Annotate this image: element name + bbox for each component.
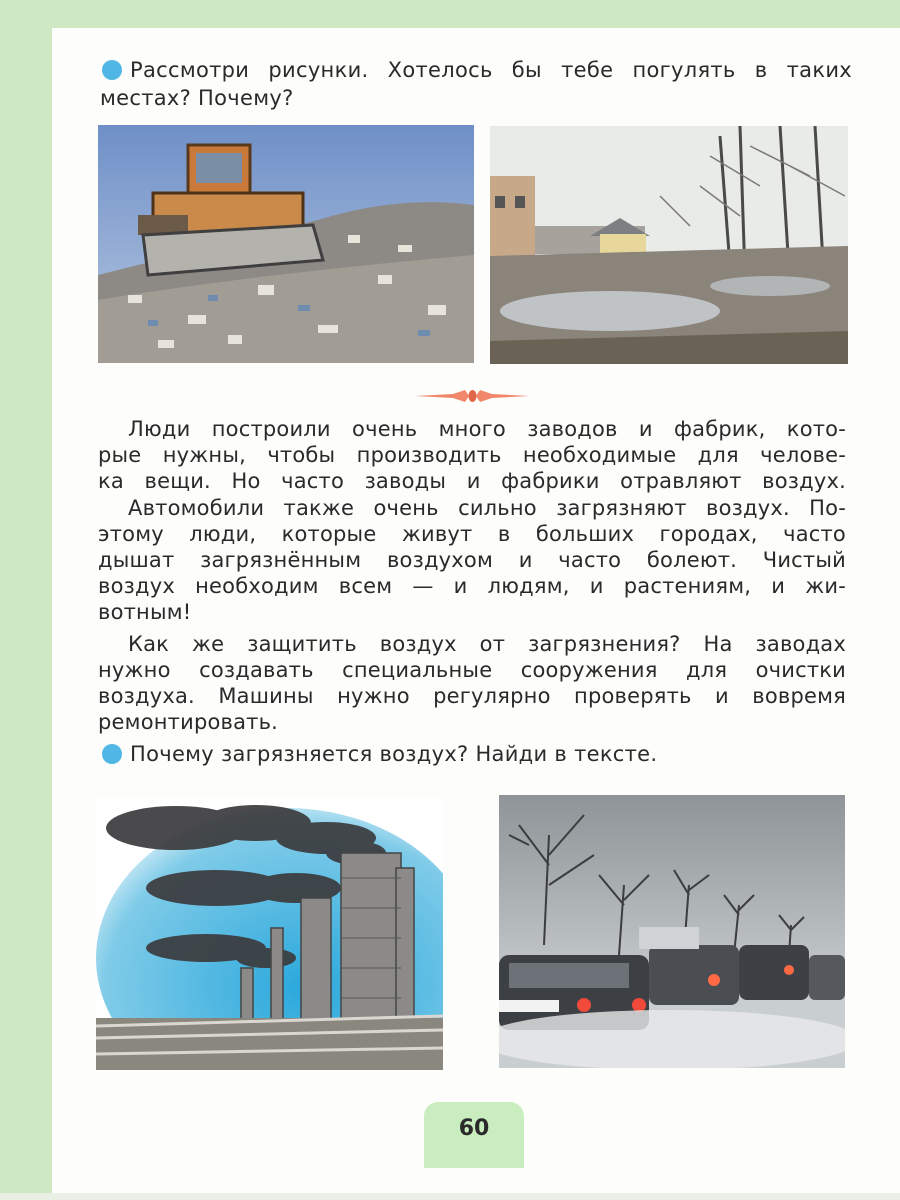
text-line: Автомобили также очень сильно загрязняют воздух. По- <box>128 495 846 520</box>
text-line: нужно создавать специальные сооружения для очистки <box>98 657 846 682</box>
text-line: воздуха. Машины нужно регулярно проверять и вовремя <box>98 684 846 709</box>
factory-smoke-photo <box>96 798 443 1070</box>
task-line: Почему загрязняется воздух? Найди в тексте. <box>130 742 658 766</box>
task-line: Рассмотри рисунки. Хотелось бы тебе погулять в таких <box>130 58 852 82</box>
page-number: 60 <box>458 1116 490 1141</box>
text-line: ка вещи. Но часто заводы и фабрики отравляют воздух. <box>98 469 846 494</box>
text-line: Люди построили очень много заводов и фабрик, кото- <box>128 417 846 441</box>
task-line: местах? Почему? <box>100 86 294 110</box>
muddy-street-photo <box>490 126 848 364</box>
traffic-smog-photo <box>499 795 845 1068</box>
bottom-edge <box>0 1193 900 1200</box>
text-line: вотным! <box>98 600 192 625</box>
text-line: Как же защитить воздух от загрязнения? На заводах <box>128 631 846 656</box>
text-line: рые нужны, чтобы производить необходимые для челове- <box>98 443 846 468</box>
task-look-at-pictures <box>100 56 852 112</box>
text-line: этому люди, которые живут в больших городах, часто <box>98 521 846 546</box>
text-line: дышат загрязнённым воздухом и часто болеют. Чистый <box>98 548 846 573</box>
bullet-dot-icon <box>102 60 122 80</box>
main-text <box>98 416 846 735</box>
bullet-dot-icon <box>102 744 122 764</box>
task-why-air-polluted <box>100 740 852 768</box>
landfill-bulldozer-photo <box>98 125 474 363</box>
text-line: ремонтировать. <box>98 710 279 735</box>
ornament-divider-icon <box>415 388 530 404</box>
text-line: воздух необходим всем — и людям, и растениям, и жи- <box>98 574 846 599</box>
